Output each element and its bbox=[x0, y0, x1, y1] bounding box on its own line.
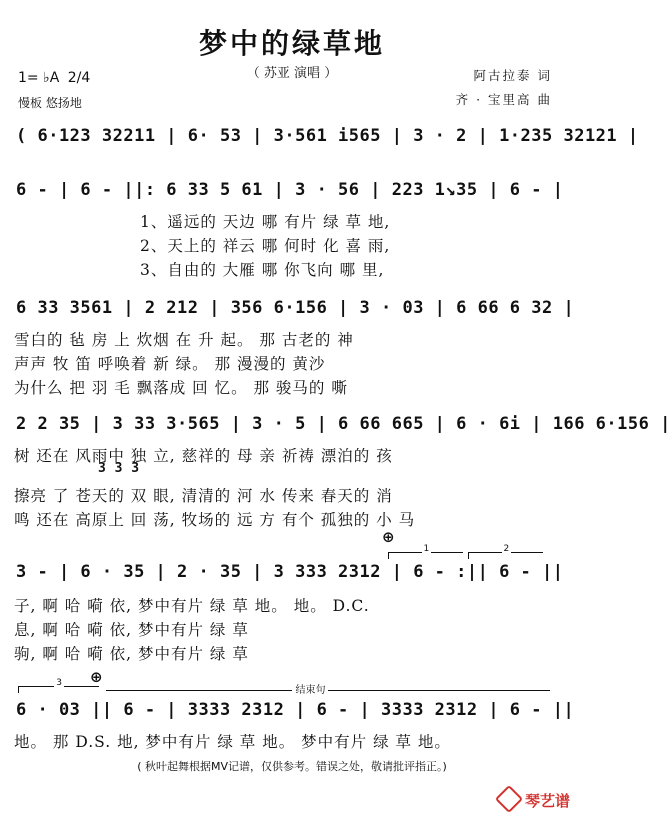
lyric-row-4-verse-3: 鸣 还在 高原上 回 荡, 牧场的 远 方 有个 孤独的 小 马 bbox=[14, 511, 416, 529]
lyric-row-2-verse-1: 1、遥远的 天边 哪 有片 绿 草 地, bbox=[140, 213, 391, 231]
score-row-4: 2 2 35 | 3 33 3·565 | 3 · 5 | 6 66 665 | 6 · 6i | 166 6·156 | bbox=[16, 414, 671, 434]
song-title: 梦中的绿草地 bbox=[198, 27, 385, 60]
key-signature bbox=[18, 70, 90, 86]
coda-sign: ⊕ bbox=[382, 528, 395, 546]
transcription-note: ( 秋叶起舞根据MV记谱，仅供参考。错误之处，敬请批评指正。) bbox=[137, 760, 447, 773]
lyric-row-4-verse-1: 树 还在 风雨中 独 立, 慈祥的 母 亲 祈祷 漂泊的 孩 bbox=[14, 447, 393, 465]
volta-bracket-1: 1 bbox=[388, 552, 463, 559]
time-signature: 2/4 bbox=[67, 70, 91, 86]
alternate-notes: 3 3 3 bbox=[98, 461, 140, 476]
lyric-row-4-verse-2: 擦亮 了 苍天的 双 眼, 清清的 河 水 传来 春天的 消 bbox=[14, 487, 393, 505]
composer-credit: 齐 · 宝里高 曲 bbox=[455, 92, 552, 107]
score-row-1: ( 6·123 32211 | 6· 53 | 3·561 i565 | 3 · 2 | 1·235 32121 | bbox=[16, 126, 639, 146]
volta-bracket-3: 3 bbox=[18, 686, 99, 693]
logo-icon bbox=[495, 785, 523, 813]
lyric-row-3-verse-2: 声声 牧 笛 呼唤着 新 绿。 那 漫漫的 黄沙 bbox=[14, 355, 326, 373]
site-logo[interactable] bbox=[499, 789, 570, 811]
score-row-3: 6 33 3561 | 2 212 | 356 6·156 | 3 · 03 | 6 66 6 32 | bbox=[16, 298, 575, 318]
score-row-2: 6 - | 6 - ||: 6 33 5 61 | 3 · 56 | 223 1↘35 | 6 - | bbox=[16, 180, 564, 200]
coda-sign-2: ⊕ bbox=[90, 668, 103, 686]
lyric-row-2-verse-2: 2、天上的 祥云 哪 何时 化 喜 雨, bbox=[140, 237, 391, 255]
singer-credit: （ 苏亚 演唱 ） bbox=[246, 66, 338, 81]
lyric-row-3-verse-3: 为什么 把 羽 毛 飘落成 回 忆。 那 骏马的 嘶 bbox=[14, 379, 348, 397]
lyricist-credit: 阿古拉泰 词 bbox=[473, 68, 552, 83]
lyric-row-5-verse-2: 息, 啊 哈 嗬 依, 梦中有片 绿 草 bbox=[14, 621, 249, 639]
logo-text: 琴艺谱 bbox=[524, 792, 570, 810]
tempo-marking: 慢板 悠扬地 bbox=[18, 96, 82, 110]
score-row-5: 3 - | 6 · 35 | 2 · 35 | 3 333 2312 | 6 - :|| 6 - || bbox=[16, 562, 564, 582]
volta-bracket-2: 2 bbox=[468, 552, 543, 559]
lyric-row-5-verse-1: 子, 啊 哈 嗬 依, 梦中有片 绿 草 地。 地。 D.C. bbox=[14, 597, 370, 615]
lyric-row-5-verse-3: 驹, 啊 哈 嗬 依, 梦中有片 绿 草 bbox=[14, 645, 249, 663]
key-label: 1= ♭A bbox=[18, 70, 60, 86]
ending-section-line: 结束句 bbox=[106, 690, 550, 697]
lyric-row-2-verse-3: 3、自由的 大雁 哪 你飞向 哪 里, bbox=[140, 261, 385, 279]
lyric-row-3-verse-1: 雪白的 毡 房 上 炊烟 在 升 起。 那 古老的 神 bbox=[14, 331, 354, 349]
lyric-row-6: 地。 那 D.S. 地, 梦中有片 绿 草 地。 梦中有片 绿 草 地。 bbox=[14, 733, 451, 751]
score-row-6: 6 · 03 || 6 - | 3333 2312 | 6 - | 3333 2312 | 6 - || bbox=[16, 700, 575, 720]
